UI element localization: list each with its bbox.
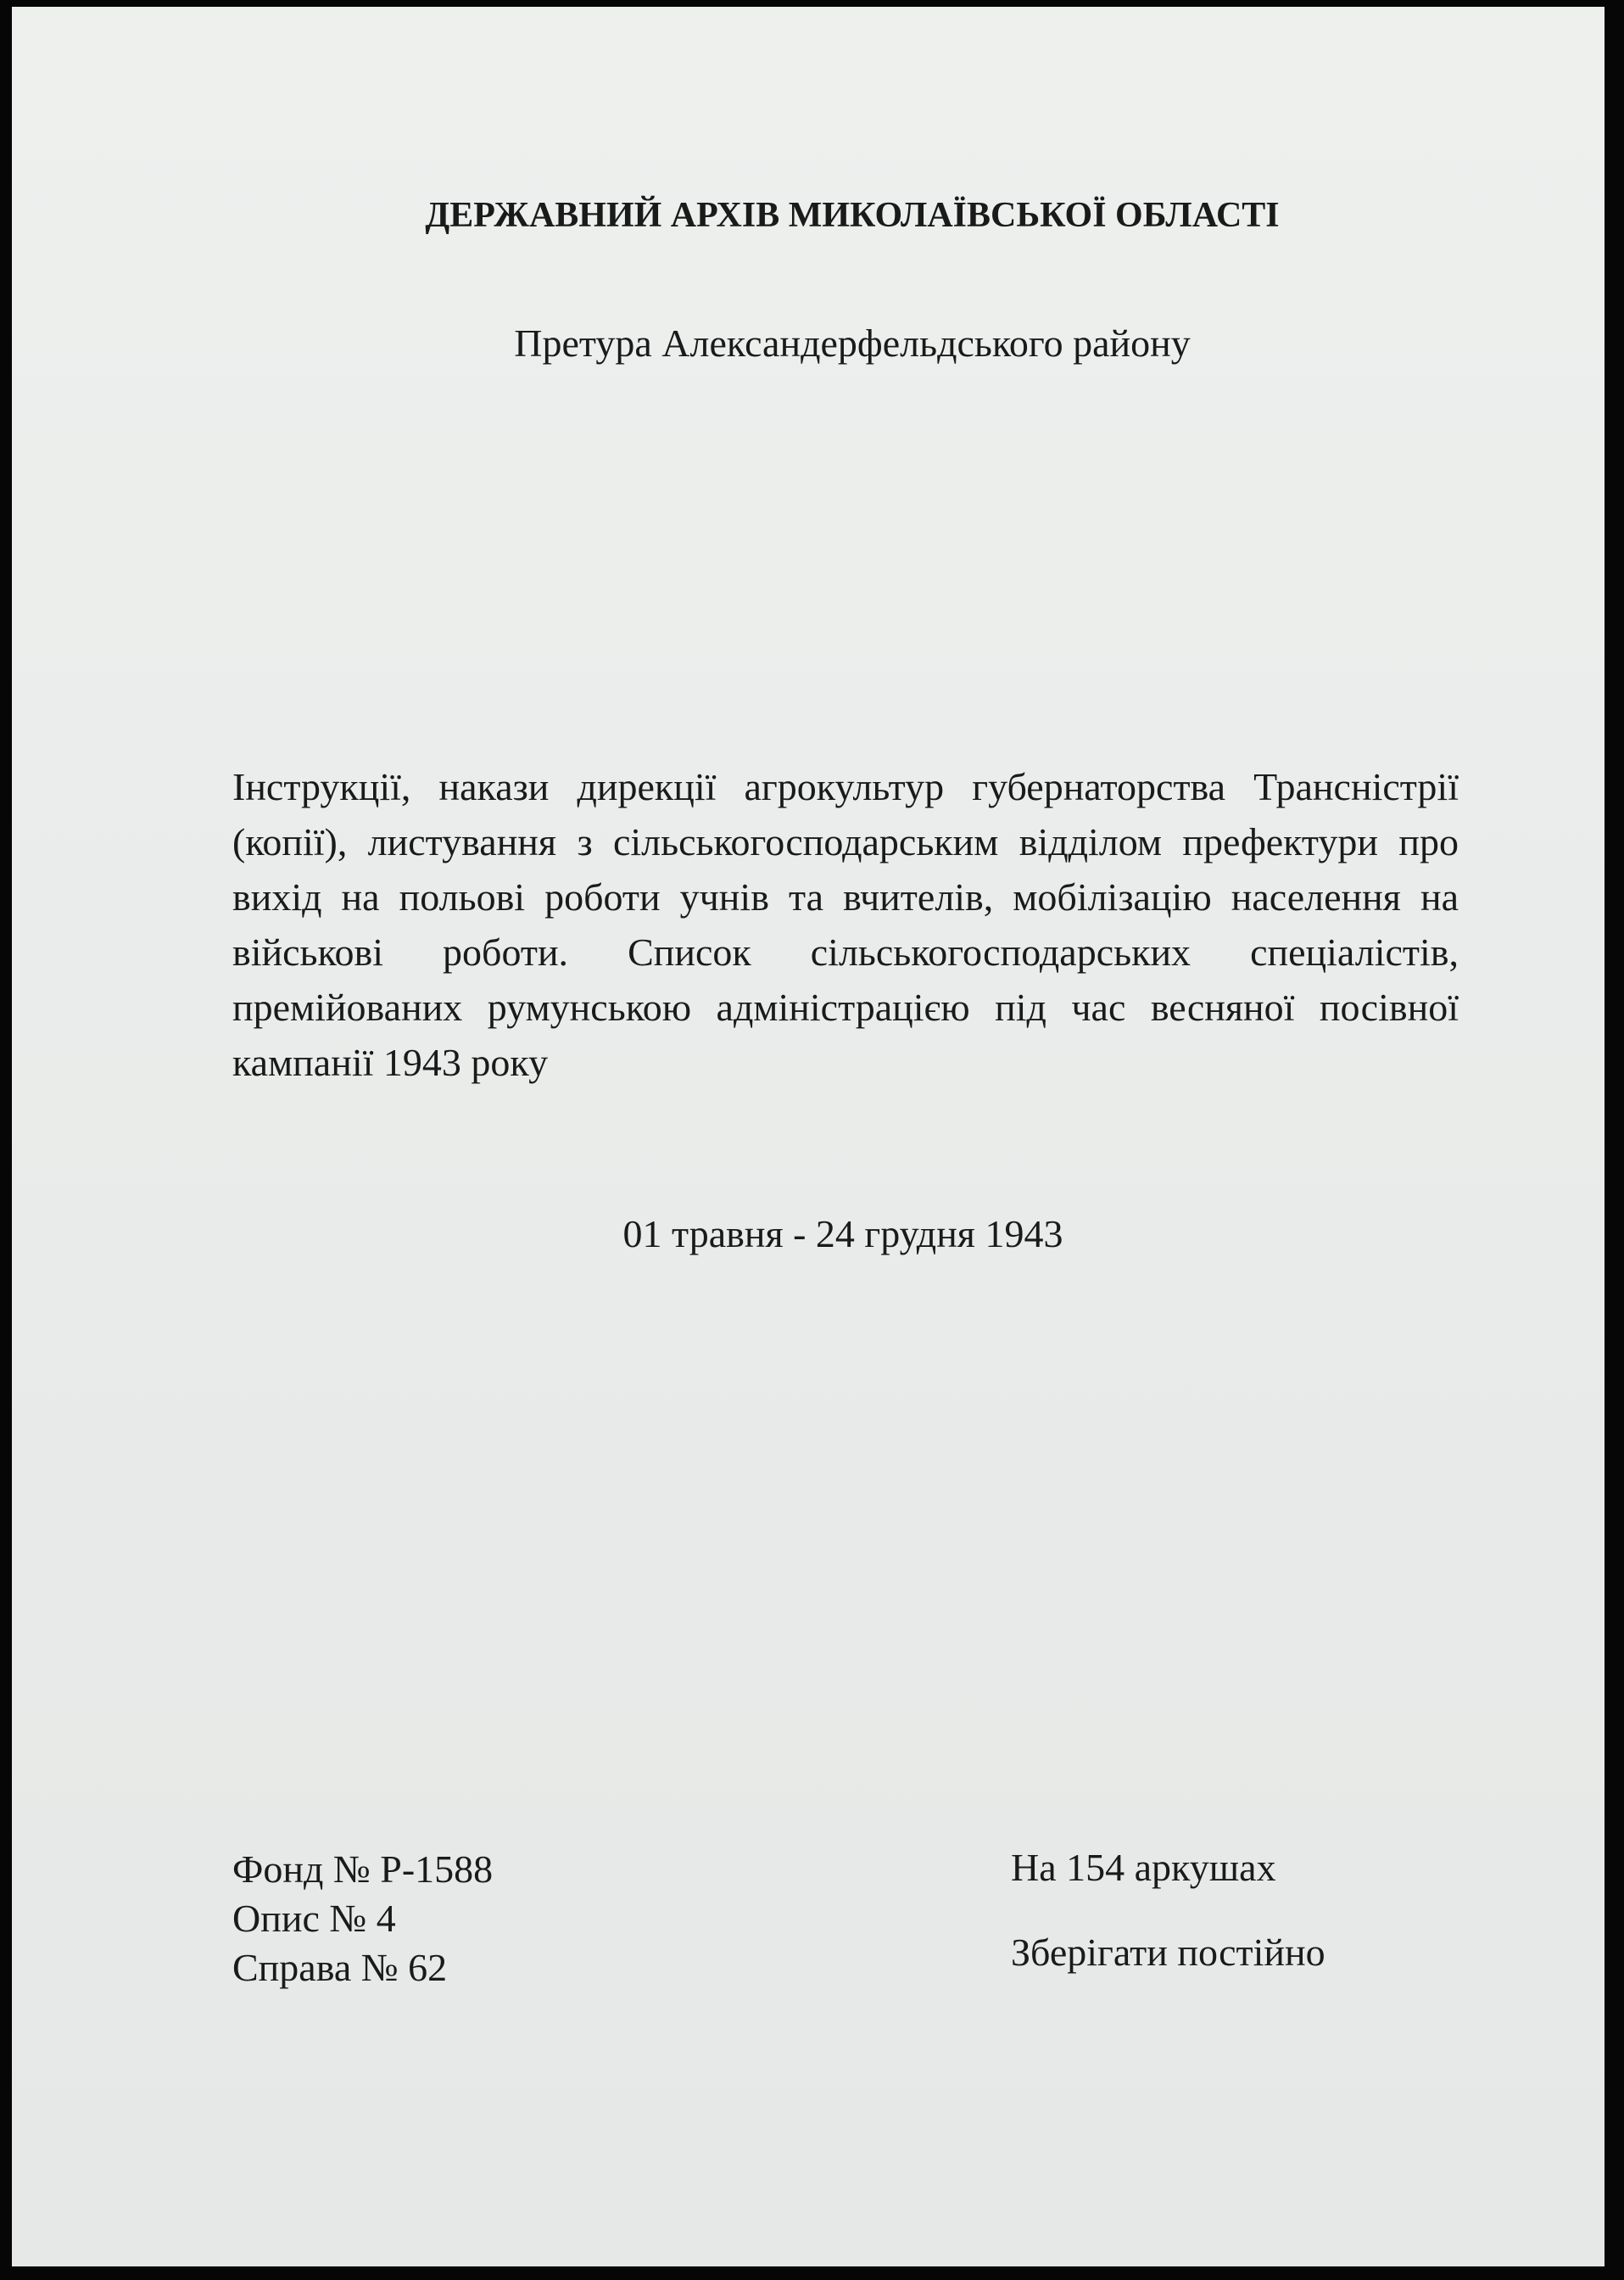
sheet-count: На 154 аркушах	[1011, 1846, 1276, 1889]
case-title-paragraph: Інструкції, накази дирекції агрокультур губернаторства Трансністрії (копії), листування з сільськогосподарським відділом префектури про вихід на польові роботи учнів та вчителів, мобілізацію населення на військові роботи. Список сільськогосподарських спеціалістів, премійованих румунською адміністрацією під час весняної посівної кампанії 1943 року	[232, 765, 1459, 1084]
archival-reference-block	[232, 1845, 493, 1992]
archive-name-heading: ДЕРЖАВНИЙ АРХІВ МИКОЛАЇВСЬКОЇ ОБЛАСТІ	[425, 196, 1280, 235]
opys-number: Опис № 4	[232, 1897, 396, 1940]
fond-number: Фонд № Р-1588	[232, 1847, 494, 1891]
storage-info-block	[1011, 1845, 1325, 1975]
institution-name: Претура Александерфельдського району	[514, 321, 1191, 365]
sprava-number: Справа № 62	[232, 1946, 448, 1989]
retention-period: Зберігати постійно	[1011, 1931, 1325, 1974]
date-range: 01 травня - 24 грудня 1943	[622, 1212, 1063, 1255]
archive-cover-sheet	[12, 7, 1604, 2266]
